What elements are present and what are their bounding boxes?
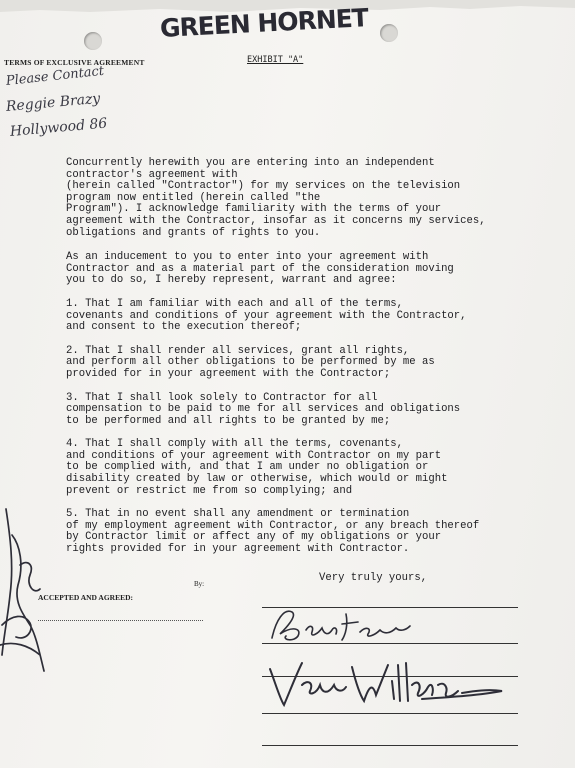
signature-van-williams: [262, 655, 512, 715]
agreement-body: [66, 158, 558, 568]
paragraph-intro: Concurrently herewith you are entering into an independent contractor's agreement with (herein called "Contractor") for my services on the television program now entitled (herein called "the Program"). I acknowledge familiarity with the terms of your agreement with the Contractor, insofar as it concerns my services, obligations and grants of rights to you.: [66, 157, 486, 239]
handwritten-note-line-2: Reggie Brazy: [5, 90, 101, 115]
margin-signature: [0, 505, 60, 675]
handwritten-title: GREEN HORNET: [159, 3, 369, 43]
clause-3: 3. That I shall look solely to Contractor for all compensation to be paid to me for all services and obligations to be performed and all rights to be granted by me;: [66, 391, 461, 427]
punch-hole-right: [380, 24, 398, 42]
signature-bruce-lee: [262, 600, 422, 650]
handwritten-note-line-1: Please Contact: [5, 63, 105, 89]
clause-5: 5. That in no event shall any amendment or termination of my employment agreement with Contractor, or any breach thereof by Contractor limit or affect any of my obligations or your rights provided for in your agreement with Contractor.: [66, 508, 480, 556]
agreement-header: TERMS OF EXCLUSIVE AGREEMENT: [4, 58, 145, 67]
accepted-label: ACCEPTED AND AGREED:: [38, 593, 134, 602]
signature-line-5: [262, 745, 518, 746]
clause-1: 1. That I am familiar with each and all of the terms, covenants and conditions of your agreement with the Contractor, and consent to the execution thereof;: [66, 297, 467, 334]
closing-line: Very truly yours,: [319, 572, 428, 584]
clause-2: 2. That I shall render all services, grant all rights, and perform all other obligations to be performed by me as provided for in your agreement with the Contractor;: [66, 344, 435, 380]
accepted-dotted-line: [38, 620, 203, 621]
punch-hole-left: [84, 32, 102, 50]
paragraph-inducement: As an inducement to you to enter into your agreement with Contractor and as a material part of the consideration moving you to do so, I hereby represent, warrant and agree:: [66, 251, 454, 287]
clause-4: 4. That I shall comply with all the terms, covenants, and conditions of your agreement with Contractor on my part to be complied with, and that I am under no obligation or disability created by law or otherwise, which would or might prevent or restrict me from so complying; and: [66, 438, 448, 497]
by-label: By:: [194, 580, 205, 588]
exhibit-label: EXHIBIT "A": [247, 55, 304, 65]
handwritten-note-line-3: Hollywood 86: [9, 115, 108, 140]
